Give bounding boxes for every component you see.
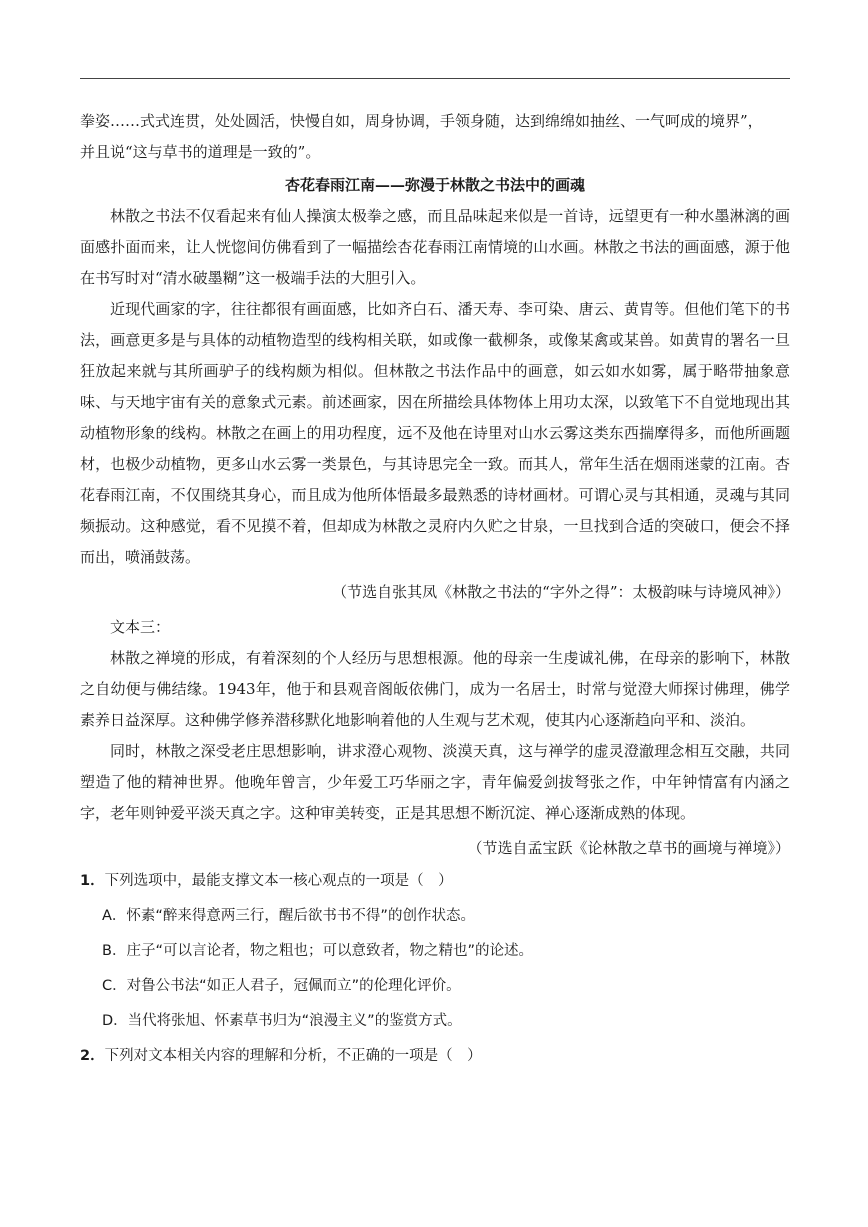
section3-paragraph-2: 同时，林散之深受老庄思想影响，讲求澄心观物、淡漠天真，这与禅学的虚灵澄澈理念相互交融，共同塑造了他的精神世界。他晚年曾言，少年爱工巧华丽之字，青年偏爱剑拔弩张之作，中年钟情富有内涵之字，老年则钟爱平淡天真之字。这种审美转变，正是其思想不断沉淀、禅心逐渐成熟的体现。 xyxy=(80,742,790,822)
option-c: C．对鲁公书法“如正人君子，冠佩而立”的伦理化评价。 xyxy=(102,978,461,994)
question-stem: 下列对文本相关内容的理解和分析，不正确的一项是（ ） xyxy=(104,1048,482,1064)
question-1 xyxy=(80,864,790,1039)
option-d: D．当代将张旭、怀素草书归为“浪漫主义”的鉴赏方式。 xyxy=(102,1013,462,1029)
continuation-line-2: 并且说“这与草书的道理是一致的”。 xyxy=(80,143,321,161)
continuation-line-1: 拳姿……式式连贯，处处圆活，快慢自如，周身协调，手领身随，达到绵绵如抽丝、一气呵成的境界”， xyxy=(80,112,763,130)
option-a: A．怀素“醉来得意两三行，醒后欲书书不得”的创作状态。 xyxy=(102,908,475,924)
question-2 xyxy=(80,1039,790,1074)
question-number: 2． xyxy=(80,1048,105,1064)
question-number: 1． xyxy=(80,873,105,889)
section-heading: 杏花春雨江南——弥漫于林散之书法中的画魂 xyxy=(284,176,585,194)
question-stem: 下列选项中，最能支撑文本一核心观点的一项是（ ） xyxy=(104,873,453,889)
header-rule xyxy=(80,78,790,79)
document-body xyxy=(80,106,790,1074)
section3-paragraph-1: 林散之禅境的形成，有着深刻的个人经历与思想根源。他的母亲一生虔诚礼佛，在母亲的影响下，林散之自幼便与佛结缘。1943年，他于和县观音阁皈依佛门，成为一名居士，时常与觉澄大师探讨佛理，佛学素养日益深厚。这种佛学修养潜移默化地影响着他的人生观与艺术观，使其内心逐渐趋向平和、淡泊。 xyxy=(80,649,790,729)
section2-paragraph-2: 近现代画家的字，往往都很有画面感，比如齐白石、潘天寿、李可染、唐云、黄胄等。但他们笔下的书法，画意更多是与具体的动植物造型的线构相关联，如或像一截柳条，或像某禽或某兽。如黄胄的署名一旦狂放起来就与其所画驴子的线构颇为相似。但林散之书法作品中的画意，如云如水如雾，属于略带抽象意味、与天地宇宙有关的意象式元素。前述画家，因在所描绘具体物体上用功太深，以致笔下不自觉地现出其动植物形象的线构。林散之在画上的用功程度，远不及他在诗里对山水云雾这类东西揣摩得多，而他所画题材，也极少动植物，更多山水云雾一类景色，与其诗思完全一致。而其人，常年生活在烟雨迷蒙的江南。杏花春雨江南，不仅围绕其身心，而且成为他所体悟最多最熟悉的诗材画材。可谓心灵与其相通，灵魂与其同频振动。这种感觉，看不见摸不着，但却成为林散之灵府内久贮之甘泉，一旦找到合适的突破口，便会不择而出，喷涌鼓荡。 xyxy=(80,300,790,566)
section2-paragraph-1: 林散之书法不仅看起来有仙人操演太极拳之感，而且品味起来似是一首诗，远望更有一种水墨淋漓的画面感扑面而来，让人恍惚间仿佛看到了一幅描绘杏花春雨江南情境的山水画。林散之书法的画面感，源于他在书写时对“清水破墨糊”这一极端手法的大胆引入。 xyxy=(80,207,790,287)
option-b: B．庄子“可以言论者，物之粗也；可以意致者，物之精也”的论述。 xyxy=(102,943,533,959)
section2-source: （节选自张其凤《林散之书法的“字外之得”：太极韵味与诗境风神》） xyxy=(332,583,790,601)
section3-label: 文本三： xyxy=(110,618,171,636)
section3-source: （节选自孟宝跃《论林散之草书的画境与禅境》） xyxy=(467,839,790,857)
